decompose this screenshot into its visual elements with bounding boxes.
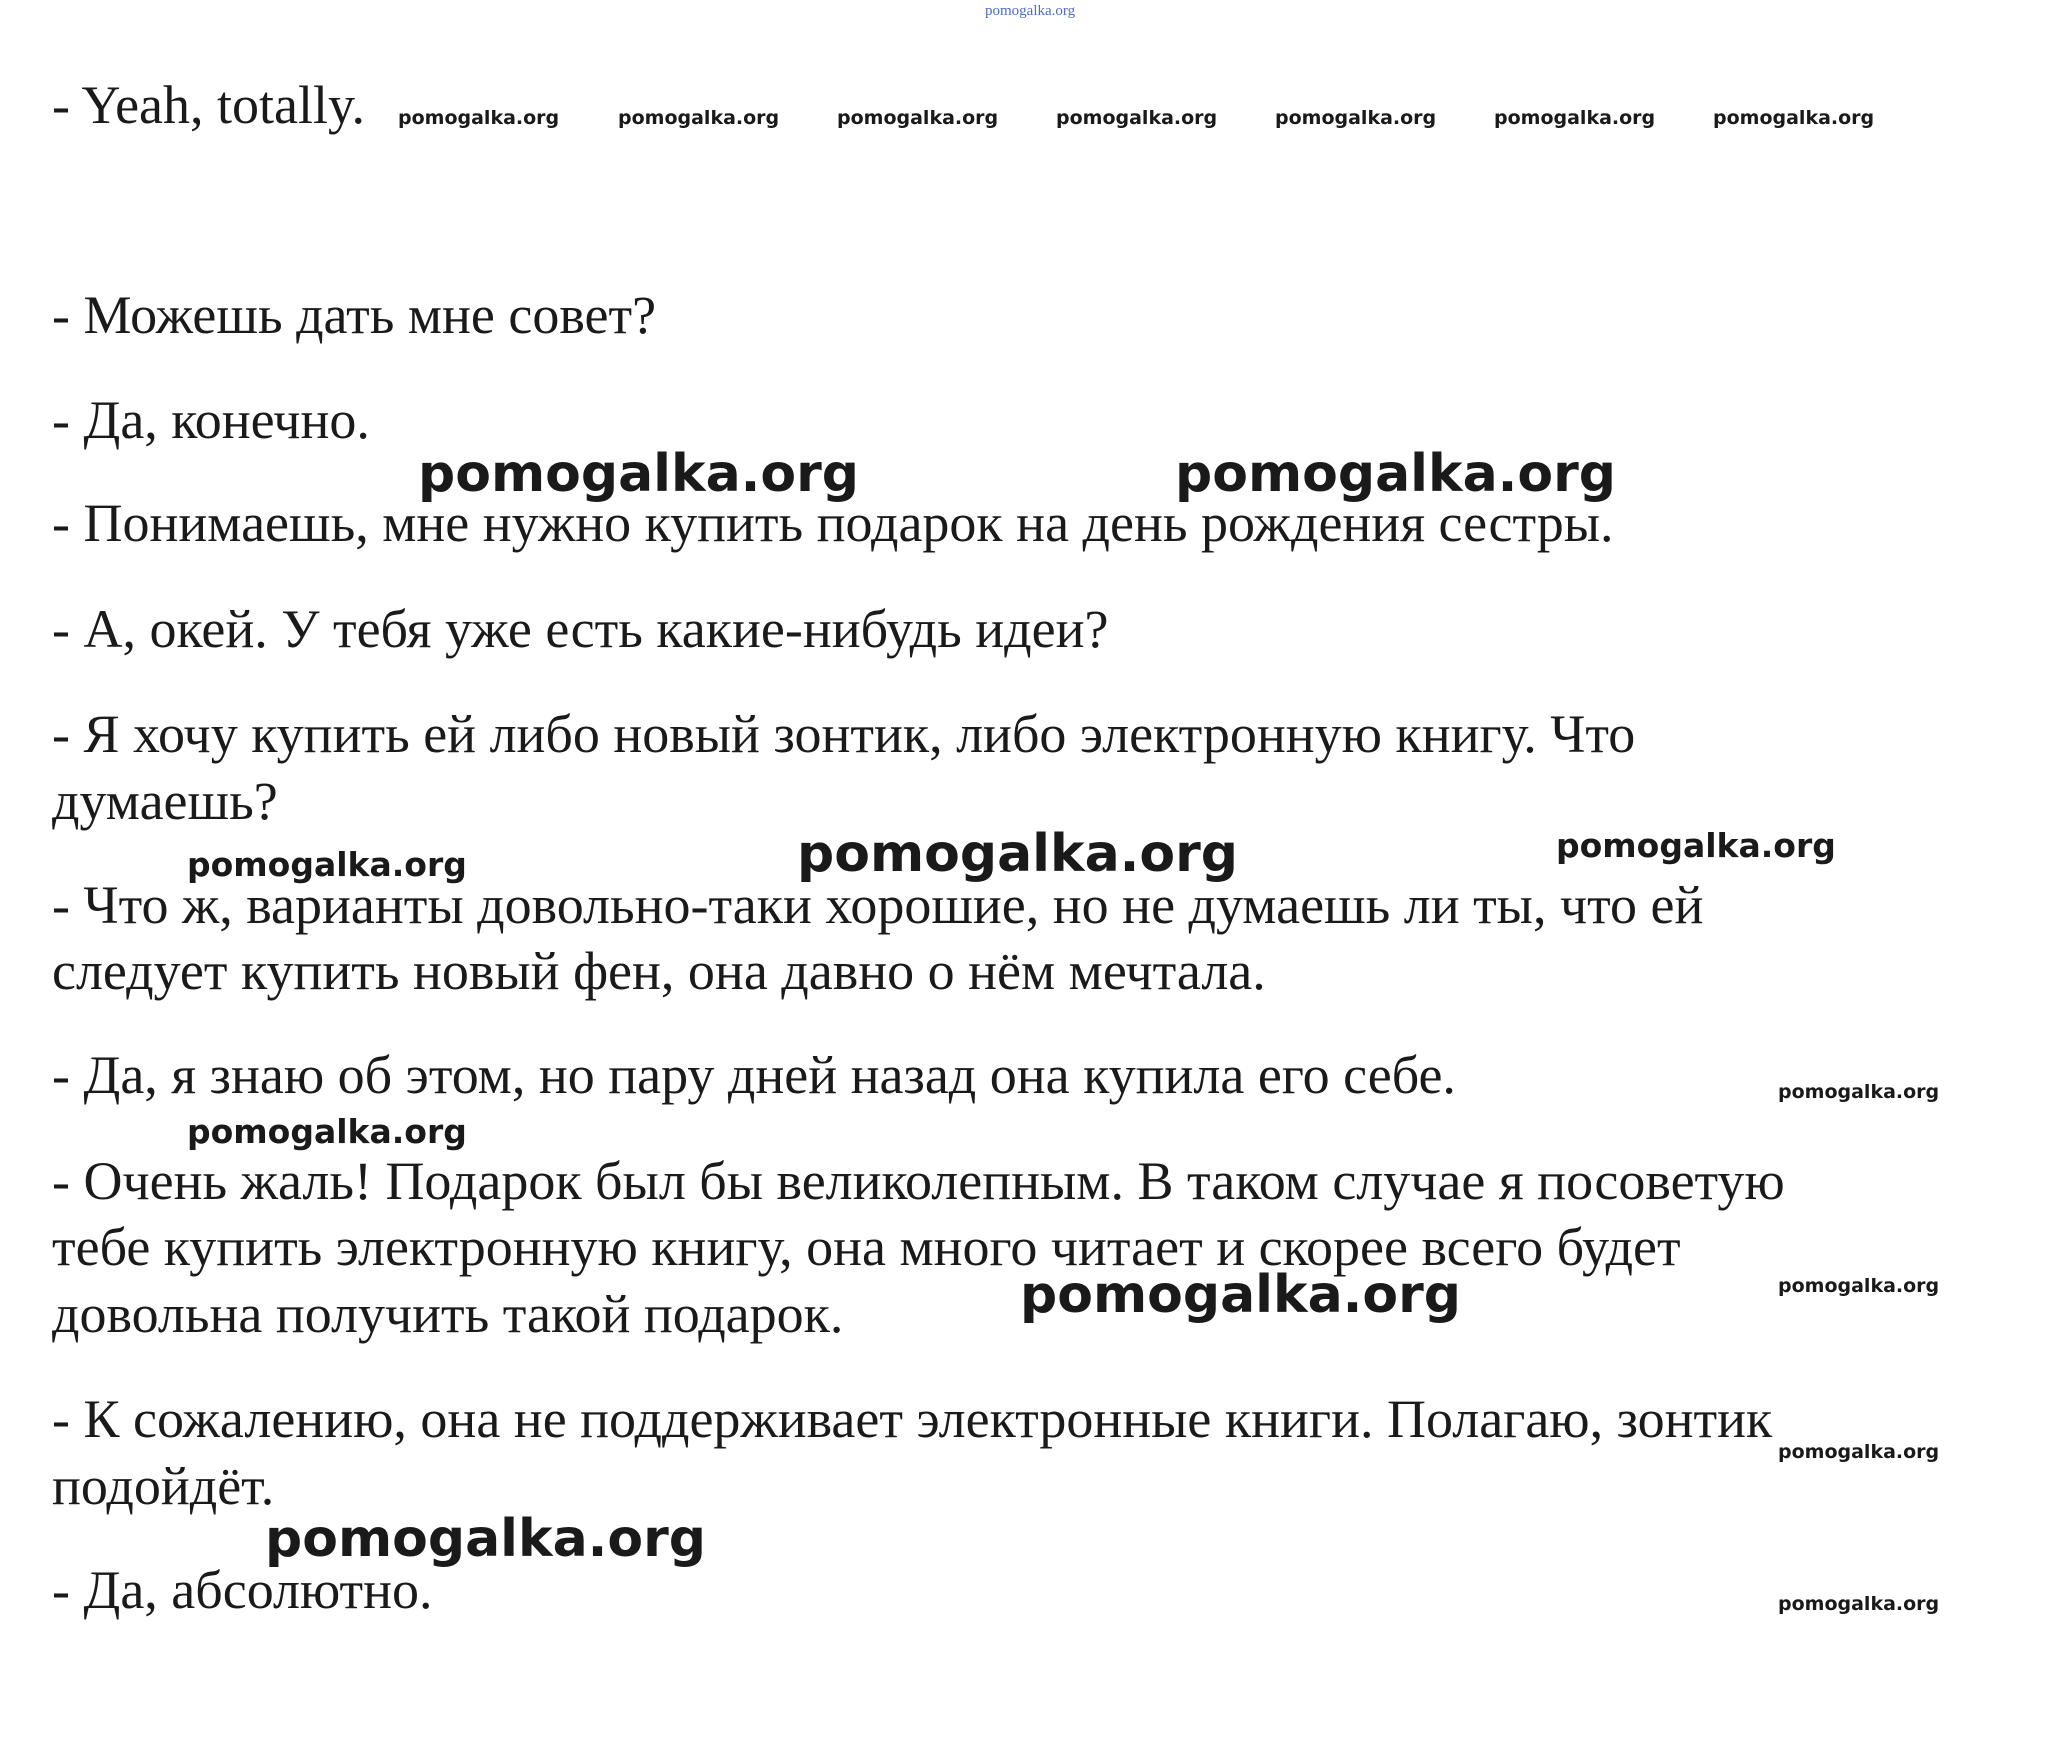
watermark: pomogalka.org [1713,107,1875,129]
watermark: pomogalka.org [1778,1081,1940,1103]
watermark: pomogalka.org [1175,444,1617,504]
dialog-line: - Очень жаль! Подарок был бы великолепным. В таком случае я посоветую [52,1151,1785,1211]
dialog-line: следует купить новый фен, она давно о нём мечтала. [52,941,1266,1001]
watermark: pomogalka.org [1556,826,1836,865]
watermark: pomogalka.org [797,824,1239,884]
watermark: pomogalka.org [1056,107,1218,129]
watermark: pomogalka.org [1494,107,1656,129]
dialog-line: - К сожалению, она не поддерживает электронные книги. Полагаю, зонтик [52,1389,1773,1449]
dialog-line: - Yeah, totally. [52,75,365,135]
watermark: pomogalka.org [265,1509,707,1569]
watermark: pomogalka.org [618,107,780,129]
dialog-line: подойдёт. [52,1456,275,1516]
watermark: pomogalka.org [418,444,860,504]
dialog-line: - Понимаешь, мне нужно купить подарок на день рождения сестры. [52,493,1614,553]
watermark: pomogalka.org [187,1112,467,1151]
dialog-line: - Да, конечно. [52,390,370,450]
dialog-line: - Да, абсолютно. [52,1560,433,1620]
watermark: pomogalka.org [398,107,560,129]
dialog-line: - Да, я знаю об этом, но пару дней назад она купила его себе. [52,1045,1456,1105]
dialog-line: - Я хочу купить ей либо новый зонтик, либо электронную книгу. Что [52,704,1636,764]
dialog-line: - Можешь дать мне совет? [52,285,657,345]
dialog-line: - А, окей. У тебя уже есть какие-нибудь идеи? [52,599,1109,659]
dialog-line: думаешь? [52,771,278,831]
watermark: pomogalka.org [1778,1441,1940,1463]
watermark: pomogalka.org [1275,107,1437,129]
dialog-line: тебе купить электронную книгу, она много читает и скорее всего будет [52,1217,1681,1277]
dialog-line: довольна получить такой подарок. [52,1284,844,1344]
watermark: pomogalka.org [1778,1275,1940,1297]
watermark: pomogalka.org [1020,1265,1462,1325]
dialog-line: - Что ж, варианты довольно-таки хорошие, но не думаешь ли ты, что ей [52,875,1704,935]
watermark: pomogalka.org [837,107,999,129]
watermark: pomogalka.org [1778,1593,1940,1615]
watermark-top: pomogalka.org [985,3,1076,19]
watermark: pomogalka.org [187,845,467,884]
